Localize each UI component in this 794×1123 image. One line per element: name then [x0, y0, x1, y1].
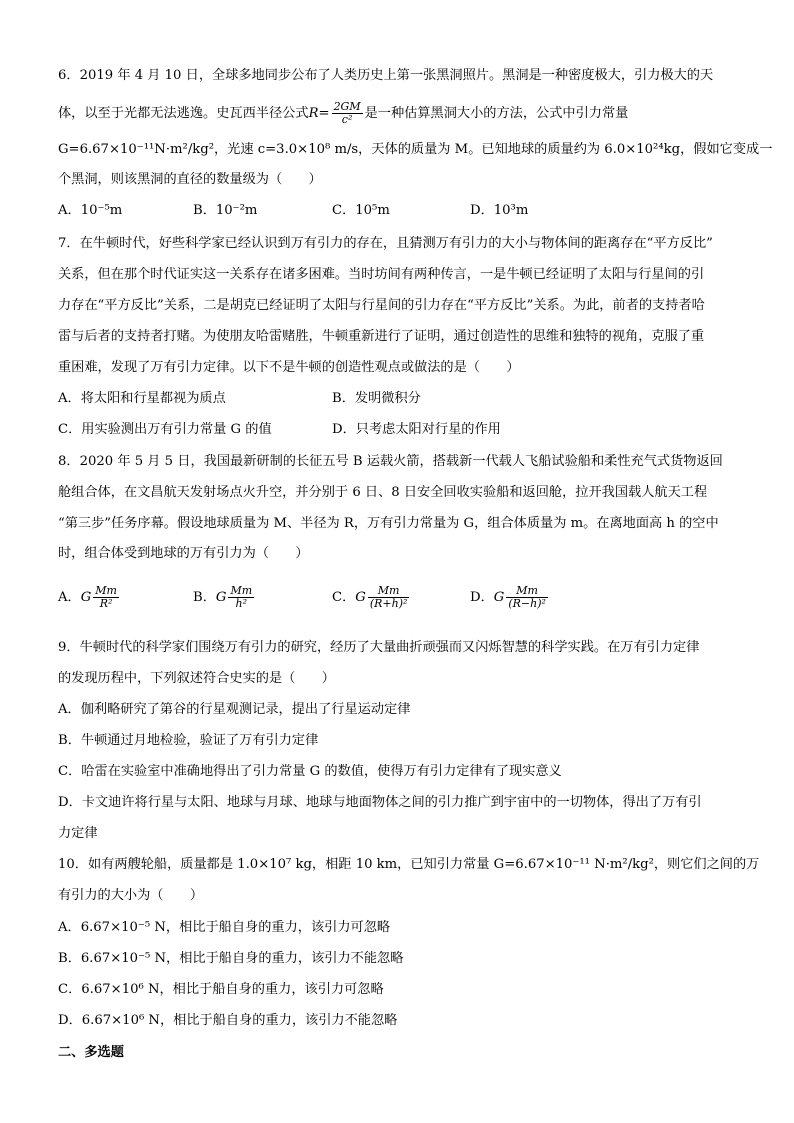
q8-option-d-num: Mm: [506, 585, 548, 598]
q9-line-2: 的发现历程中，下列叙述符合史实的是（ ）: [58, 671, 335, 686]
q8-option-c-g: G: [355, 590, 366, 605]
q9-option-d-line-2: 力定律: [58, 826, 98, 841]
q7-line-4: 雷与后者的支持者打赌。为使朋友哈雷赌胜，牛顿重新进行了证明，通过创造性的思维和独特的视角，克服了重: [58, 329, 705, 344]
q8-option-c: [332, 585, 411, 610]
q8-line-1: 8．2020 年 5 月 5 日，我国最新研制的长征五号 B 运载火箭，搭载新一代载人飞船试验船和柔性充气式货物返回: [58, 454, 723, 469]
q8-option-c-num: Mm: [368, 585, 410, 598]
q10-option-d: D．6.67×10⁶ N，相比于船自身的重力，该引力不能忽略: [58, 1013, 398, 1028]
q8-option-d-fraction: [506, 585, 548, 610]
q7-option-d: D．只考虑太阳对行星的作用: [332, 422, 501, 437]
q10-line-1: 10．如有两艘轮船，质量都是 1.0×10⁷ kg，相距 10 km，已知引力常量 G=6.67×10⁻¹¹ N·m²/kg²，则它们之间的万: [58, 857, 760, 872]
q6-line-2-text-a: 体，以至于光都无法逃逸。史瓦西半径公式: [58, 106, 309, 121]
q8-option-c-label: C．: [332, 590, 356, 605]
q8-option-a-fraction: [93, 585, 119, 610]
q7-option-b: B．发明微积分: [332, 391, 421, 406]
q8-option-b-num: Mm: [230, 584, 253, 597]
q7-line-3: 力存在“平方反比”关系，二是胡克已经证明了太阳与行星间的引力存在“平方反比”关系。为此，前者的支持者哈: [58, 298, 705, 313]
q8-option-a-g: G: [80, 590, 92, 605]
formula-r: R: [308, 106, 319, 121]
q6-option-d: D．10³m: [470, 203, 529, 218]
q9-option-d-line-1: D．卡文迪许将行星与太阳、地球与月球、地球与地面物体之间的引力推广到宇宙中的一切物体，得出了万有引: [58, 795, 702, 810]
formula-denominator: c²: [341, 113, 353, 126]
q8-option-b: [193, 585, 256, 610]
q10-option-c: C．6.67×10⁶ N，相比于船自身的重力，该引力可忽略: [58, 982, 384, 997]
q9-option-a: A．伽利略研究了第谷的行星观测记录，提出了行星运动定律: [58, 702, 411, 717]
q9-line-1: 9．牛顿时代的科学家们围绕万有引力的研究，经历了大量曲折顽强而又闪烁智慧的科学实践。在万有引力定律: [58, 640, 700, 655]
q6-option-c: C．10⁵m: [332, 203, 390, 218]
q8-line-4: 时，组合体受到地球的万有引力为（ ）: [58, 546, 309, 561]
q6-line-2-text-b: 是一种估算黑洞大小的方法，公式中引力常量: [364, 106, 629, 121]
q8-option-a-label: A．: [58, 590, 81, 605]
q8-option-b-fraction: [228, 585, 254, 610]
q6-line-3: G=6.67×10⁻¹¹N·m²/kg²，光速 c=3.0×10⁸ m/s，天体的质量为 M。已知地球的质量约为 6.0×10²⁴kg，假如它变成一: [58, 142, 773, 157]
q8-option-a-den: R²: [99, 597, 113, 610]
q8-option-c-den: (R+h)²: [369, 597, 408, 610]
q10-option-a: A．6.67×10⁻⁵ N，相比于船自身的重力，该引力可忽略: [58, 920, 391, 935]
q9-option-b: B．牛顿通过月地检验，验证了万有引力定律: [58, 733, 319, 748]
q6-line-1: 6．2019 年 4 月 10 日，全球多地同步公布了人类历史上第一张黑洞照片。黑洞是一种密度极大，引力极大的天: [58, 68, 714, 83]
q7-line-1: 7．在牛顿时代，好些科学家已经认识到万有引力的存在，且猜测万有引力的大小与物体间的距离存在“平方反比”: [58, 236, 713, 251]
q8-option-a-num: Mm: [95, 584, 117, 597]
q7-option-a: A．将太阳和行星都视为质点: [58, 391, 226, 406]
formula-fraction: [332, 101, 363, 126]
section-heading: 二、多选题: [58, 1045, 124, 1060]
q8-option-a: [58, 585, 121, 610]
q8-option-d: [470, 585, 550, 610]
q6-option-b: B．10⁻²m: [193, 203, 258, 218]
q8-option-d-label: D．: [470, 590, 494, 605]
q8-option-b-den: h²: [235, 597, 248, 610]
q7-option-c: C．用实验测出万有引力常量 G 的值: [58, 422, 272, 437]
formula-numerator: 2GM: [333, 100, 361, 113]
q10-option-b: B．6.67×10⁻⁵ N，相比于船自身的重力，该引力不能忽略: [58, 951, 404, 966]
q8-option-d-den: (R−h)²: [508, 597, 546, 610]
q8-option-c-fraction: [368, 585, 410, 610]
q8-line-2: 舱组合体，在文昌航天发射场点火升空，并分别于 6 日、8 日安全回收实验船和返回舱，拉开我国载人航天工程: [58, 485, 708, 500]
q9-option-c: C．哈雷在实验室中准确地得出了引力常量 G 的数值，使得万有引力定律有了现实意义: [58, 764, 562, 779]
q10-line-2: 有引力的大小为（ ）: [58, 888, 204, 903]
q8-option-d-g: G: [493, 590, 505, 605]
q6-option-a: A．10⁻⁵m: [58, 203, 123, 218]
q8-option-b-label: B．: [193, 590, 216, 605]
q8-line-3: “第三步”任务序幕。假设地球质量为 M、半径为 R，万有引力常量为 G，组合体质量为 m。在离地面高 h 的空中: [58, 516, 719, 531]
q6-line-4: 个黑洞，则该黑洞的直径的数量级为（ ）: [58, 172, 322, 187]
q6-line-2: 体，以至于光都无法逃逸。史瓦西半径公式R= $\frac{2GM}{\text{c²}}$ 是一种估算黑洞大小的方法，公式中引力常量: [58, 100, 629, 126]
q7-line-5: 重困难，发现了万有引力定律。以下不是牛顿的创造性观点或做法的是（ ）: [58, 360, 520, 375]
q8-option-b-g: G: [215, 590, 227, 605]
q7-line-2: 关系，但在那个时代证实这一关系存在诸多困难。当时坊间有两种传言，一是牛顿已经证明了太阳与行星间的引: [58, 267, 705, 282]
